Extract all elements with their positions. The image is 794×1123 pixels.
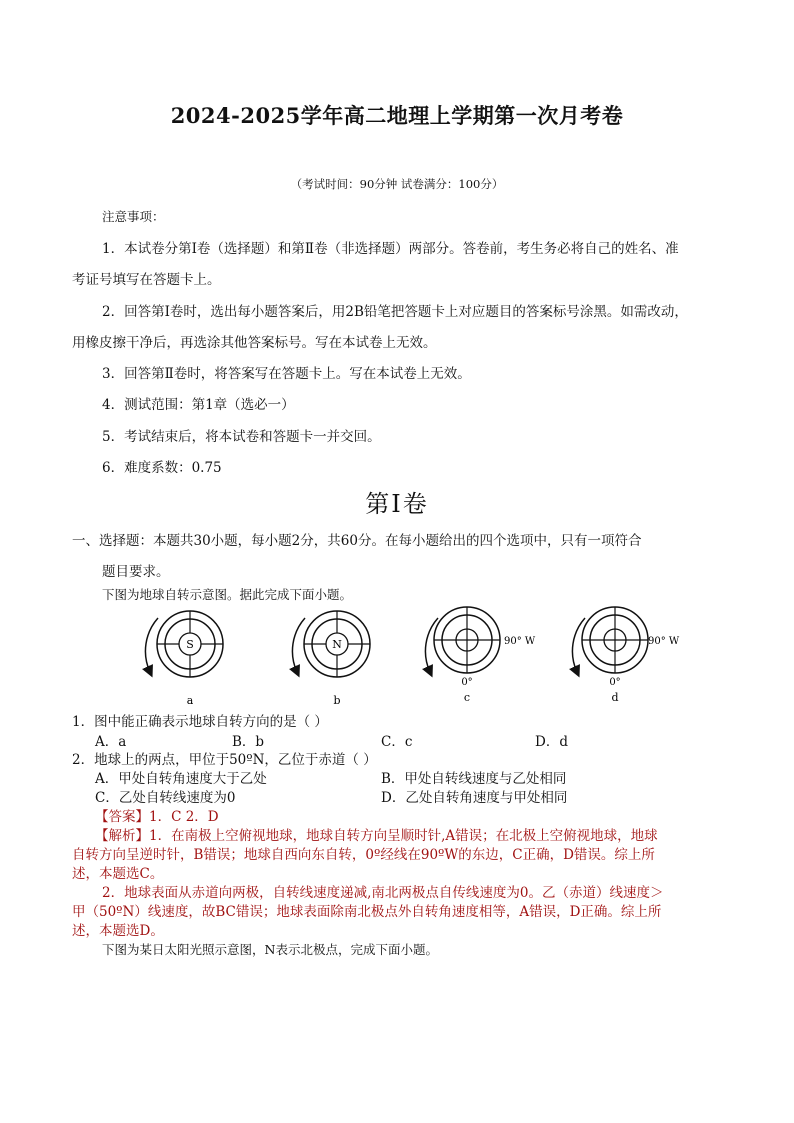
longitude-label-d: 90° W xyxy=(648,636,680,647)
caption-a: a xyxy=(186,694,194,707)
notice-item-1-line-1: 1．本试卷分第Ⅰ卷（选择题）和第Ⅱ卷（非选择题）两部分。答卷前，考生务必将自己的姓名、准 xyxy=(102,241,679,257)
notice-item-2-line-1: 2．回答第Ⅰ卷时，选出每小题答案后，用2B铅笔把答题卡上对应题目的答案标号涂黑。如需改动， xyxy=(102,304,688,320)
analysis-line-3: 述，本题选C。 xyxy=(72,866,164,882)
question-2-option-d: D．乙处自转角速度与甲处相同 xyxy=(381,790,568,806)
section-heading-line-1: 一、选择题：本题共30小题，每小题2分，共60分。在每小题给出的四个选项中，只有一项符合 xyxy=(72,533,642,549)
diagram-a xyxy=(145,611,223,707)
question-2-option-b: B．甲处自转线速度与乙处相同 xyxy=(381,771,567,787)
question-2-option-c: C．乙处自转线速度为0 xyxy=(95,790,236,806)
exam-title: 2024-2025学年高二地理上学期第一次月考卷 xyxy=(170,103,624,128)
notice-item-6: 6．难度系数：0.75 xyxy=(102,460,222,476)
analysis-line-2: 自转方向呈逆时针，B错误；地球自西向东自转，0º经线在90ºW的东边，C正确，D错误。综上所 xyxy=(72,847,655,863)
rotation-arrow-c xyxy=(425,618,438,672)
analysis-line-4: 2．地球表面从赤道向两极，自转线速度递减,南北两极点自传线速度为0。乙（赤道）线速度＞ xyxy=(102,885,664,901)
notice-item-1-line-2: 考证号填写在答题卡上。 xyxy=(72,272,221,288)
caption-b: b xyxy=(333,694,341,707)
pole-label-b: N xyxy=(332,638,342,651)
analysis-line-5: 甲（50ºN）线速度，故BC错误；地球表面除南北极点外自转角速度相等，A错误，D正确。综上所 xyxy=(72,904,662,920)
rotation-arrow-a xyxy=(145,618,158,672)
answer-line: 【答案】1．C 2．D xyxy=(95,809,219,825)
meridian-label-d: 0° xyxy=(609,677,621,688)
question-1-option-a: A．a xyxy=(95,734,127,750)
section-heading-line-2: 题目要求。 xyxy=(102,564,170,580)
question-1-option-c: C．c xyxy=(381,734,413,750)
volume-title: 第Ⅰ卷 xyxy=(365,490,429,518)
figure-intro: 下图为地球自转示意图。据此完成下面小题。 xyxy=(102,587,353,602)
question-1-option-d: D．d xyxy=(535,734,568,750)
next-figure-intro: 下图为某日太阳光照示意图，N表示北极点，完成下面小题。 xyxy=(102,942,438,957)
question-1-stem: 1．图中能正确表示地球自转方向的是（ ） xyxy=(72,714,328,730)
diagram-d xyxy=(572,607,679,704)
longitude-label-c: 90° W xyxy=(504,636,536,647)
analysis-line-6: 述，本题选D。 xyxy=(72,923,164,939)
question-2-stem: 2．地球上的两点，甲位于50ºN，乙位于赤道（ ） xyxy=(72,752,377,768)
notice-item-5: 5．考试结束后，将本试卷和答题卡一并交回。 xyxy=(102,429,381,445)
notice-item-4: 4．测试范围：第1章（选必一） xyxy=(102,397,295,413)
exam-info: （考试时间：90分钟 试卷满分：100分） xyxy=(290,177,504,191)
analysis-line-1: 【解析】1．在南极上空俯视地球，地球自转方向呈顺时针,A错误；在北极上空俯视地球，地球 xyxy=(95,828,658,844)
diagram-c xyxy=(425,607,535,704)
question-1-option-b: B．b xyxy=(232,734,265,750)
notice-item-3: 3．回答第Ⅱ卷时，将答案写在答题卡上。写在本试卷上无效。 xyxy=(102,366,471,382)
question-2-option-a: A．甲处自转角速度大于乙处 xyxy=(95,771,267,787)
meridian-label-c: 0° xyxy=(461,677,473,688)
caption-c: c xyxy=(463,691,471,704)
caption-d: d xyxy=(611,691,619,704)
rotation-arrow-b xyxy=(292,618,305,672)
earth-rotation-figure xyxy=(130,600,700,708)
notice-item-2-line-2: 用橡皮擦干净后，再选涂其他答案标号。写在本试卷上无效。 xyxy=(72,335,437,351)
diagram-b xyxy=(292,611,370,707)
notice-heading: 注意事项： xyxy=(102,209,165,224)
pole-label-a: S xyxy=(186,638,194,651)
